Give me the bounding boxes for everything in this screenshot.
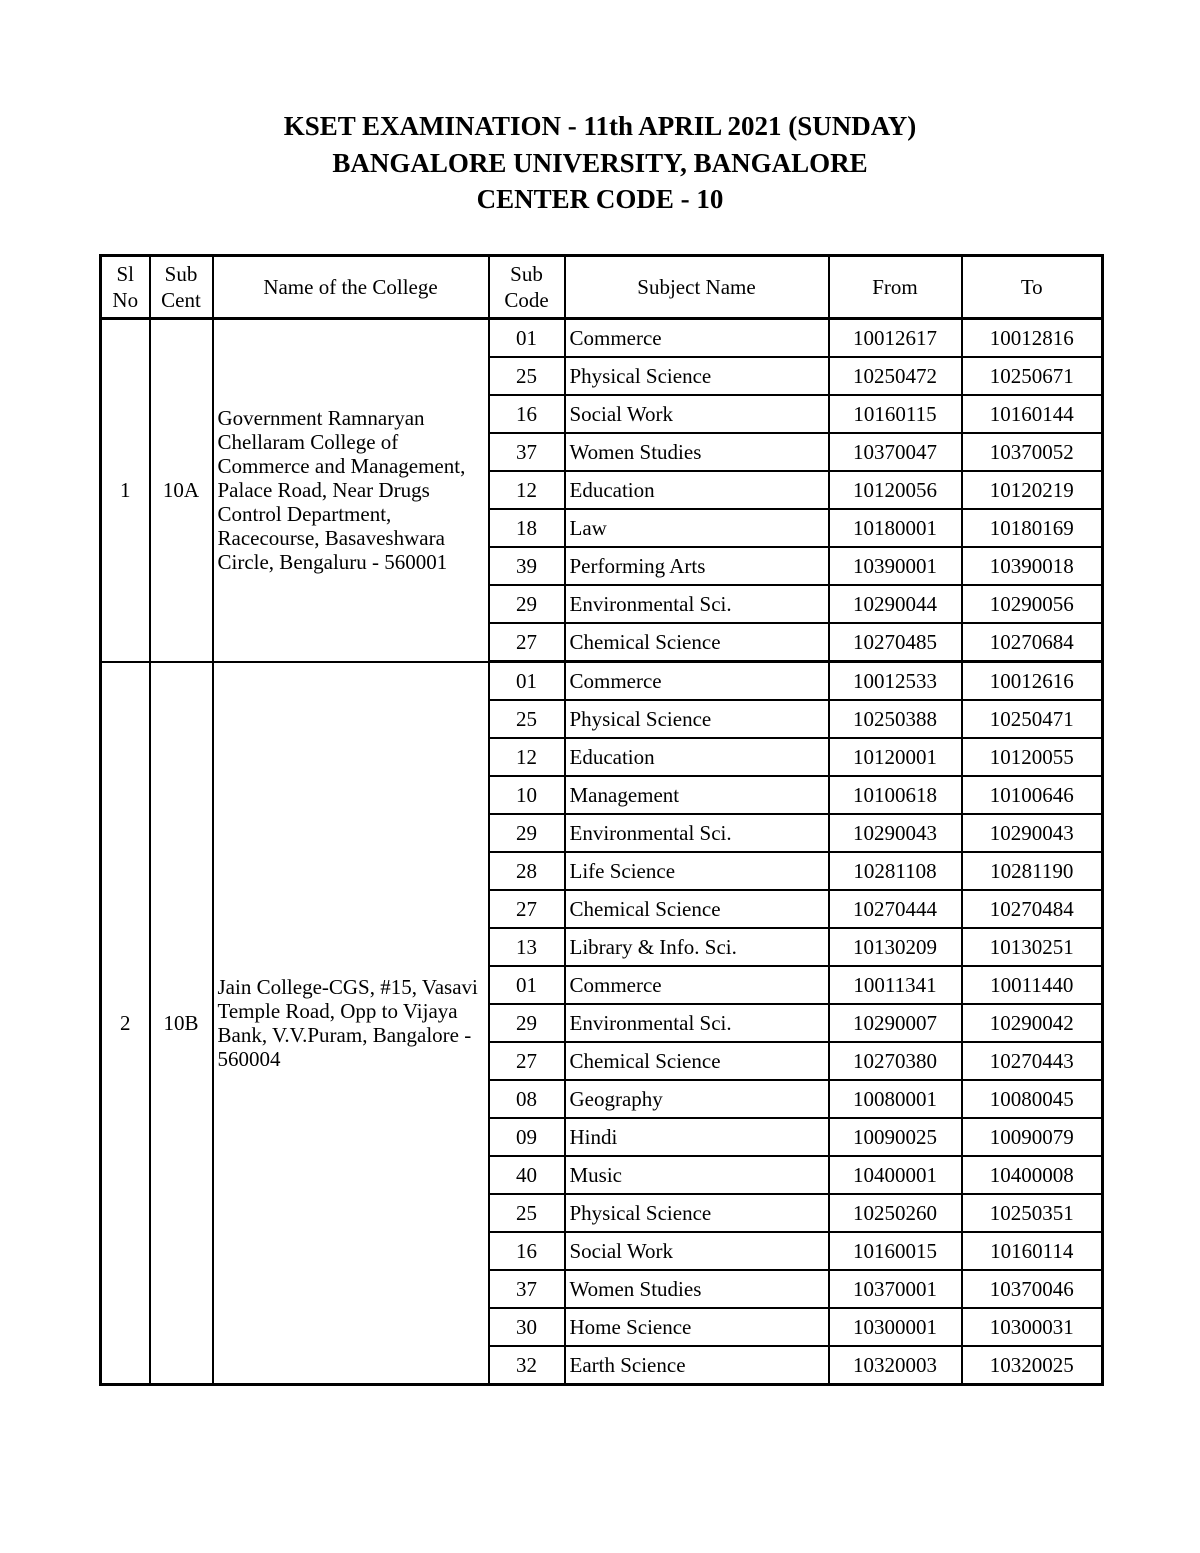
to-roll-cell: 10370046 (962, 1270, 1103, 1308)
sub-code-cell: 37 (489, 1270, 565, 1308)
to-roll-cell: 10120055 (962, 738, 1103, 776)
from-roll-cell: 10120001 (829, 738, 962, 776)
to-roll-cell: 10290043 (962, 814, 1103, 852)
from-roll-cell: 10012617 (829, 319, 962, 358)
subject-name-cell: Women Studies (565, 1270, 829, 1308)
to-roll-cell: 10012616 (962, 662, 1103, 701)
from-roll-cell: 10250472 (829, 357, 962, 395)
from-roll-cell: 10011341 (829, 966, 962, 1004)
document-heading (0, 108, 1200, 218)
sub-code-cell: 16 (489, 395, 565, 433)
sub-code-cell: 27 (489, 890, 565, 928)
to-roll-cell: 10130251 (962, 928, 1103, 966)
to-roll-cell: 10270443 (962, 1042, 1103, 1080)
subject-name-cell: Commerce (565, 966, 829, 1004)
sub-code-cell: 29 (489, 585, 565, 623)
from-roll-cell: 10300001 (829, 1308, 962, 1346)
university-name: BANGALORE UNIVERSITY, BANGALORE (332, 147, 868, 178)
from-roll-cell: 10130209 (829, 928, 962, 966)
from-roll-cell: 10090025 (829, 1118, 962, 1156)
from-roll-cell: 10080001 (829, 1080, 962, 1118)
sub-code-cell: 40 (489, 1156, 565, 1194)
to-roll-cell: 10100646 (962, 776, 1103, 814)
to-roll-cell: 10250351 (962, 1194, 1103, 1232)
sub-code-cell: 32 (489, 1346, 565, 1385)
header-sub-cent: Sub Cent (150, 256, 213, 319)
table-row (101, 662, 1103, 701)
to-roll-cell: 10250471 (962, 700, 1103, 738)
subject-name-cell: Hindi (565, 1118, 829, 1156)
sub-code-cell: 27 (489, 1042, 565, 1080)
from-roll-cell: 10270444 (829, 890, 962, 928)
from-roll-cell: 10160015 (829, 1232, 962, 1270)
college-name-cell: Jain College-CGS, #15, Vasavi Temple Road, Opp to Vijaya Bank, V.V.Puram, Bangalore - 560004 (213, 662, 489, 1385)
from-roll-cell: 10370001 (829, 1270, 962, 1308)
from-roll-cell: 10160115 (829, 395, 962, 433)
from-roll-cell: 10270485 (829, 623, 962, 662)
subject-name-cell: Chemical Science (565, 1042, 829, 1080)
header-from: From (829, 256, 962, 319)
subject-name-cell: Education (565, 471, 829, 509)
header-sub-code: Sub Code (489, 256, 565, 319)
subject-name-cell: Environmental Sci. (565, 814, 829, 852)
sub-code-cell: 25 (489, 357, 565, 395)
center-code: CENTER CODE - 10 (476, 184, 724, 214)
exam-schedule-table (99, 254, 1104, 1386)
sub-code-cell: 27 (489, 623, 565, 662)
from-roll-cell: 10250260 (829, 1194, 962, 1232)
header-college: Name of the College (213, 256, 489, 319)
sub-code-cell: 37 (489, 433, 565, 471)
to-roll-cell: 10290056 (962, 585, 1103, 623)
from-roll-cell: 10100618 (829, 776, 962, 814)
subject-name-cell: Music (565, 1156, 829, 1194)
to-roll-cell: 10180169 (962, 509, 1103, 547)
from-roll-cell: 10250388 (829, 700, 962, 738)
subject-name-cell: Home Science (565, 1308, 829, 1346)
header-sl-no: Sl No (101, 256, 150, 319)
sub-code-cell: 08 (489, 1080, 565, 1118)
table-body (101, 319, 1103, 1385)
sub-code-cell: 25 (489, 1194, 565, 1232)
sub-code-cell: 18 (489, 509, 565, 547)
sub-code-cell: 13 (489, 928, 565, 966)
to-roll-cell: 10320025 (962, 1346, 1103, 1385)
sub-code-cell: 39 (489, 547, 565, 585)
subject-name-cell: Environmental Sci. (565, 585, 829, 623)
from-roll-cell: 10270380 (829, 1042, 962, 1080)
from-roll-cell: 10012533 (829, 662, 962, 701)
subject-name-cell: Social Work (565, 395, 829, 433)
header-subject: Subject Name (565, 256, 829, 319)
from-roll-cell: 10320003 (829, 1346, 962, 1385)
to-roll-cell: 10400008 (962, 1156, 1103, 1194)
subject-name-cell: Women Studies (565, 433, 829, 471)
subject-name-cell: Environmental Sci. (565, 1004, 829, 1042)
sl-no-cell: 1 (101, 319, 150, 662)
sub-code-cell: 10 (489, 776, 565, 814)
subject-name-cell: Commerce (565, 319, 829, 358)
from-roll-cell: 10400001 (829, 1156, 962, 1194)
from-roll-cell: 10281108 (829, 852, 962, 890)
to-roll-cell: 10160144 (962, 395, 1103, 433)
subject-name-cell: Physical Science (565, 357, 829, 395)
subject-name-cell: Management (565, 776, 829, 814)
to-roll-cell: 10080045 (962, 1080, 1103, 1118)
from-roll-cell: 10290007 (829, 1004, 962, 1042)
to-roll-cell: 10270484 (962, 890, 1103, 928)
subject-name-cell: Chemical Science (565, 623, 829, 662)
header-to: To (962, 256, 1103, 319)
from-roll-cell: 10180001 (829, 509, 962, 547)
sub-cent-cell: 10B (150, 662, 213, 1385)
sl-no-cell: 2 (101, 662, 150, 1385)
sub-code-cell: 01 (489, 319, 565, 358)
subject-name-cell: Geography (565, 1080, 829, 1118)
subject-name-cell: Physical Science (565, 700, 829, 738)
to-roll-cell: 10120219 (962, 471, 1103, 509)
from-roll-cell: 10370047 (829, 433, 962, 471)
sub-cent-cell: 10A (150, 319, 213, 662)
from-roll-cell: 10290043 (829, 814, 962, 852)
to-roll-cell: 10090079 (962, 1118, 1103, 1156)
sub-code-cell: 16 (489, 1232, 565, 1270)
sub-code-cell: 12 (489, 738, 565, 776)
subject-name-cell: Education (565, 738, 829, 776)
sub-code-cell: 01 (489, 662, 565, 701)
sub-code-cell: 12 (489, 471, 565, 509)
to-roll-cell: 10370052 (962, 433, 1103, 471)
to-roll-cell: 10270684 (962, 623, 1103, 662)
sub-code-cell: 29 (489, 814, 565, 852)
table-row (101, 319, 1103, 358)
sub-code-cell: 25 (489, 700, 565, 738)
subject-name-cell: Chemical Science (565, 890, 829, 928)
subject-name-cell: Law (565, 509, 829, 547)
subject-name-cell: Commerce (565, 662, 829, 701)
to-roll-cell: 10390018 (962, 547, 1103, 585)
subject-name-cell: Life Science (565, 852, 829, 890)
sub-code-cell: 28 (489, 852, 565, 890)
college-name-cell: Government Ramnaryan Chellaram College of Commerce and Management, Palace Road, Near Drugs Control Department, Racecourse, Basaveshwara Circle, Bengaluru - 560001 (213, 319, 489, 662)
subject-name-cell: Library & Info. Sci. (565, 928, 829, 966)
from-roll-cell: 10120056 (829, 471, 962, 509)
sub-code-cell: 01 (489, 966, 565, 1004)
from-roll-cell: 10390001 (829, 547, 962, 585)
to-roll-cell: 10250671 (962, 357, 1103, 395)
to-roll-cell: 10160114 (962, 1232, 1103, 1270)
sub-code-cell: 29 (489, 1004, 565, 1042)
subject-name-cell: Social Work (565, 1232, 829, 1270)
to-roll-cell: 10281190 (962, 852, 1103, 890)
to-roll-cell: 10290042 (962, 1004, 1103, 1042)
to-roll-cell: 10011440 (962, 966, 1103, 1004)
sub-code-cell: 30 (489, 1308, 565, 1346)
exam-title: KSET EXAMINATION - 11th APRIL 2021 (SUNDAY) (283, 111, 917, 141)
to-roll-cell: 10300031 (962, 1308, 1103, 1346)
subject-name-cell: Performing Arts (565, 547, 829, 585)
sub-code-cell: 09 (489, 1118, 565, 1156)
header-row (101, 256, 1103, 319)
subject-name-cell: Earth Science (565, 1346, 829, 1385)
from-roll-cell: 10290044 (829, 585, 962, 623)
subject-name-cell: Physical Science (565, 1194, 829, 1232)
to-roll-cell: 10012816 (962, 319, 1103, 358)
